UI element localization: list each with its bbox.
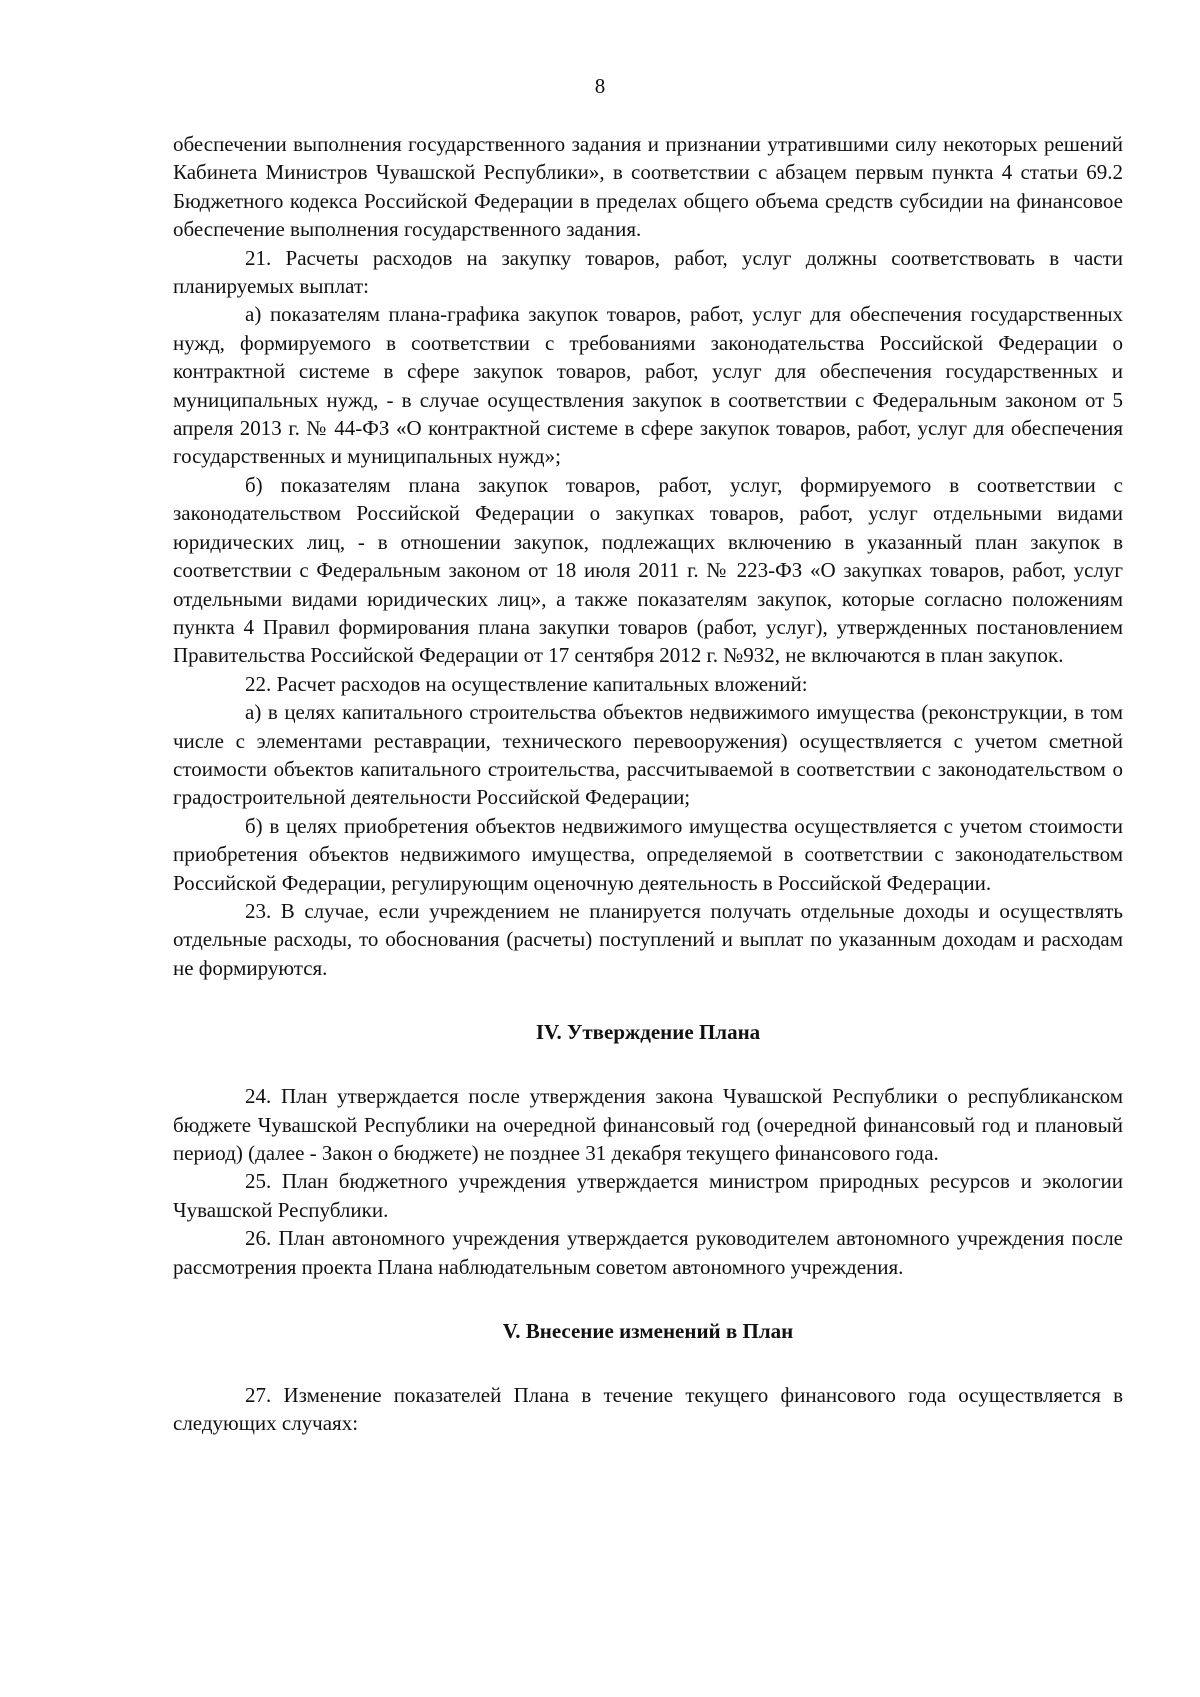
document-body <box>173 130 1123 1438</box>
paragraph-22: 22. Расчет расходов на осуществление капитальных вложений: <box>245 671 808 696</box>
paragraph-25: 25. План бюджетного учреждения утверждается министром природных ресурсов и экологии Чувашской Республики. <box>173 1169 1123 1222</box>
paragraph-26: 26. План автономного учреждения утверждается руководителем автономного учреждения после рассмотрения проекта Плана наблюдательным советом автономного учреждения. <box>173 1226 1123 1279</box>
paragraph-21b: б) показателям плана закупок товаров, работ, услуг, формируемого в соответствии с законодательством Российской Федерации о закупках товаров, работ, услуг отдельными видами юридических лиц, - в отношении закупок, подлежащих включению в указанный план закупок в соответствии с Федеральным законом от 18 июля 2011 г. № 223-ФЗ «О закупках товаров, работ, услуг отдельными видами юридических лиц», а также показателям закупок, которые согласно положениям пункта 4 Правил формирования плана закупки товаров (работ, услуг), утвержденных постановлением Правительства Российской Федерации от 17 сентября 2012 г. №932, не включаются в план закупок. <box>173 472 1123 668</box>
section-heading-iv: IV. Утверждение Плана <box>535 1020 761 1045</box>
paragraph-23: 23. В случае, если учреждением не планируется получать отдельные доходы и осуществлять отдельные расходы, то обоснования (расчеты) поступлений и выплат по указанным доходам и расходам не формируются. <box>173 898 1123 980</box>
page-number: 8 <box>594 74 606 98</box>
paragraph-27: 27. Изменение показателей Плана в течение текущего финансового года осуществляется в следующих случаях: <box>173 1383 1123 1436</box>
paragraph-22b: б) в целях приобретения объектов недвижимого имущества осуществляется с учетом стоимости приобретения объектов недвижимого имущества, определяемой в соответствии с законодательством Российской Федерации, регулирующим оценочную деятельность в Российской Федерации. <box>173 813 1123 895</box>
section-intro <box>173 130 1123 982</box>
section-v <box>173 1381 1123 1438</box>
section-iv <box>173 1082 1123 1281</box>
paragraph-24: 24. План утверждается после утверждения закона Чувашской Республики о республиканском бюджете Чувашской Республики на очередной финансовый год (очередной финансовый год и плановый период) (далее - Закон о бюджете) не позднее 31 декабря текущего финансового года. <box>173 1084 1123 1165</box>
paragraph-21: 21. Расчеты расходов на закупку товаров, работ, услуг должны соответствовать в части планируемых выплат: <box>173 245 1123 299</box>
paragraph-22a: а) в целях капитального строительства объектов недвижимого имущества (реконструкции, в том числе с элементами реставрации, технического перевооружения) осуществляется с учетом сметной стоимости объектов капитального строительства, рассчитываемой в соответствии с законодательством о градостроительной деятельности Российской Федерации; <box>173 700 1123 810</box>
paragraph-continuation: обеспечении выполнения государственного задания и признании утратившими силу некоторых решений Кабинета Министров Чувашской Республики», в соответствии с абзацем первым пункта 4 статьи 69.2 Бюджетного кодекса Российской Федерации в пределах общего объема средств субсидии на финансовое обеспечение выполнения государственного задания. <box>173 132 1123 242</box>
paragraph-21a: а) показателям плана-графика закупок товаров, работ, услуг для обеспечения государственных нужд, формируемого в соответствии с требованиями законодательства Российской Федерации о контрактной системе в сфере закупок товаров, работ, услуг для обеспечения государственных и муниципальных нужд, - в случае осуществления закупок в соответствии с Федеральным законом от 5 апреля 2013 г. № 44-ФЗ «О контрактной системе в сфере закупок товаров, работ, услуг для обеспечения государственных и муниципальных нужд»; <box>173 302 1123 469</box>
section-heading-v: V. Внесение изменений в План <box>502 1319 794 1344</box>
